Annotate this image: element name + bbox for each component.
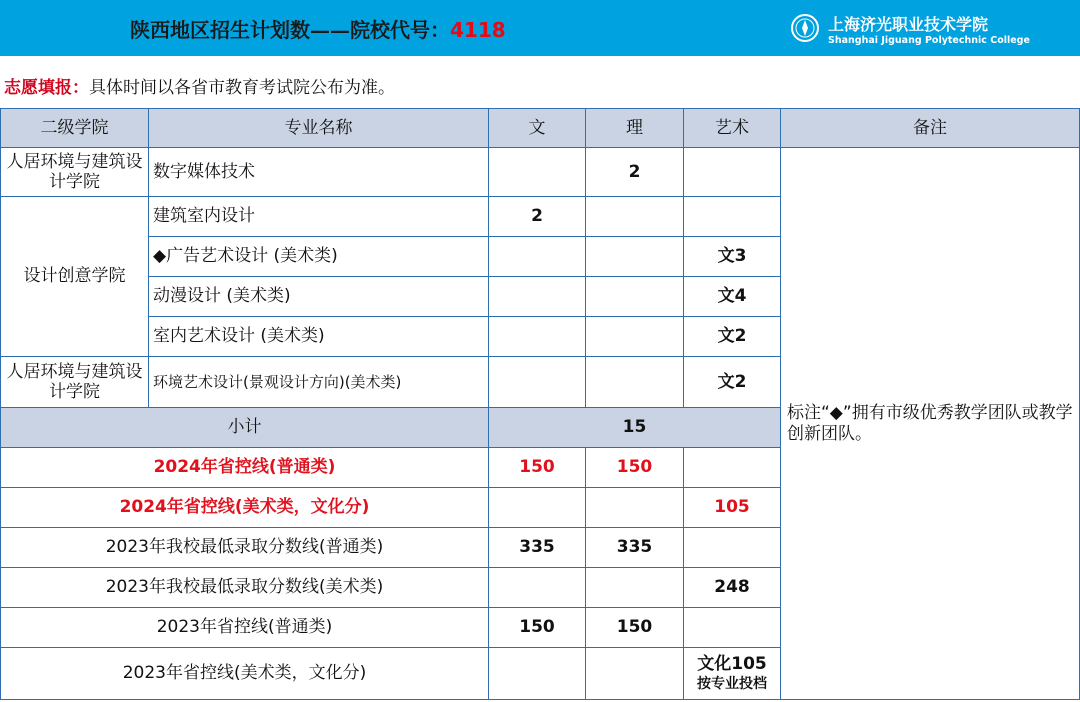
header-college: 二级学院 <box>1 109 149 148</box>
subtotal-label: 小计 <box>1 408 489 448</box>
major-name: 数字媒体技术 <box>149 148 489 197</box>
art-count <box>684 197 781 237</box>
score-wen: 335 <box>489 528 586 568</box>
score-label: 2023年我校最低录取分数线(美术类) <box>1 568 489 608</box>
art-count <box>684 148 781 197</box>
score-wen <box>489 488 586 528</box>
score-art: 248 <box>684 568 781 608</box>
score-li: 150 <box>586 448 684 488</box>
li-count <box>586 237 684 277</box>
score-art-note: 按专业投档 <box>697 676 767 693</box>
banner-title <box>130 14 506 43</box>
subtotal-value: 15 <box>489 408 781 448</box>
major-name: ◆广告艺术设计 (美术类) <box>149 237 489 277</box>
score-label: 2024年省控线(美术类，文化分) <box>1 488 489 528</box>
major-name: 环境艺术设计(景观设计方向)(美术类) <box>149 357 489 408</box>
art-count: 文4 <box>684 277 781 317</box>
major-name: 室内艺术设计 (美术类) <box>149 317 489 357</box>
institution-code: 4118 <box>450 18 506 42</box>
wen-count <box>489 357 586 408</box>
score-art <box>684 608 781 648</box>
notice-text: 具体时间以各省市教育考试院公布为准。 <box>89 78 395 98</box>
score-li <box>586 648 684 700</box>
wen-count <box>489 277 586 317</box>
score-li <box>586 488 684 528</box>
score-wen: 150 <box>489 448 586 488</box>
score-wen <box>489 568 586 608</box>
table-row <box>1 148 1080 197</box>
major-name: 动漫设计 (美术类) <box>149 277 489 317</box>
art-count: 文2 <box>684 357 781 408</box>
major-name: 建筑室内设计 <box>149 197 489 237</box>
li-count: 2 <box>586 148 684 197</box>
banner-title-text: 陕西地区招生计划数——院校代号： <box>130 18 450 42</box>
score-wen: 150 <box>489 608 586 648</box>
wen-count <box>489 237 586 277</box>
score-art: 105 <box>684 488 781 528</box>
art-count: 文2 <box>684 317 781 357</box>
college-cell: 人居环境与建筑设计学院 <box>1 357 149 408</box>
li-count <box>586 357 684 408</box>
score-label: 2023年省控线(美术类，文化分) <box>1 648 489 700</box>
score-art-cell <box>684 648 781 700</box>
score-li <box>586 568 684 608</box>
score-label: 2024年省控线(普通类) <box>1 448 489 488</box>
wen-count <box>489 148 586 197</box>
score-label: 2023年省控线(普通类) <box>1 608 489 648</box>
li-count <box>586 277 684 317</box>
header-art: 艺术 <box>684 109 781 148</box>
notice-label: 志愿填报： <box>4 78 89 98</box>
college-logo <box>790 10 1070 50</box>
title-banner <box>0 0 1080 56</box>
li-count <box>586 317 684 357</box>
college-cell: 设计创意学院 <box>1 197 149 357</box>
score-art: 文化105 <box>697 653 767 674</box>
score-wen <box>489 648 586 700</box>
logo-chinese-name: 上海济光职业技术学院 <box>828 15 989 34</box>
college-emblem-icon <box>790 13 820 43</box>
score-art <box>684 528 781 568</box>
college-cell: 人居环境与建筑设计学院 <box>1 148 149 197</box>
li-count <box>586 197 684 237</box>
score-li: 335 <box>586 528 684 568</box>
score-art <box>684 448 781 488</box>
header-wen: 文 <box>489 109 586 148</box>
score-li: 150 <box>586 608 684 648</box>
logo-english-name: Shanghai Jiguang Polytechnic College <box>828 35 1030 46</box>
score-label: 2023年我校最低录取分数线(普通类) <box>1 528 489 568</box>
header-li: 理 <box>586 109 684 148</box>
header-major: 专业名称 <box>149 109 489 148</box>
table-header-row <box>1 109 1080 148</box>
remark-cell: 标注“◆”拥有市级优秀教学团队或教学创新团队。 <box>781 148 1080 700</box>
wen-count <box>489 317 586 357</box>
application-notice <box>4 73 395 98</box>
art-count: 文3 <box>684 237 781 277</box>
enrollment-table <box>0 108 1080 700</box>
header-remark: 备注 <box>781 109 1080 148</box>
wen-count: 2 <box>489 197 586 237</box>
